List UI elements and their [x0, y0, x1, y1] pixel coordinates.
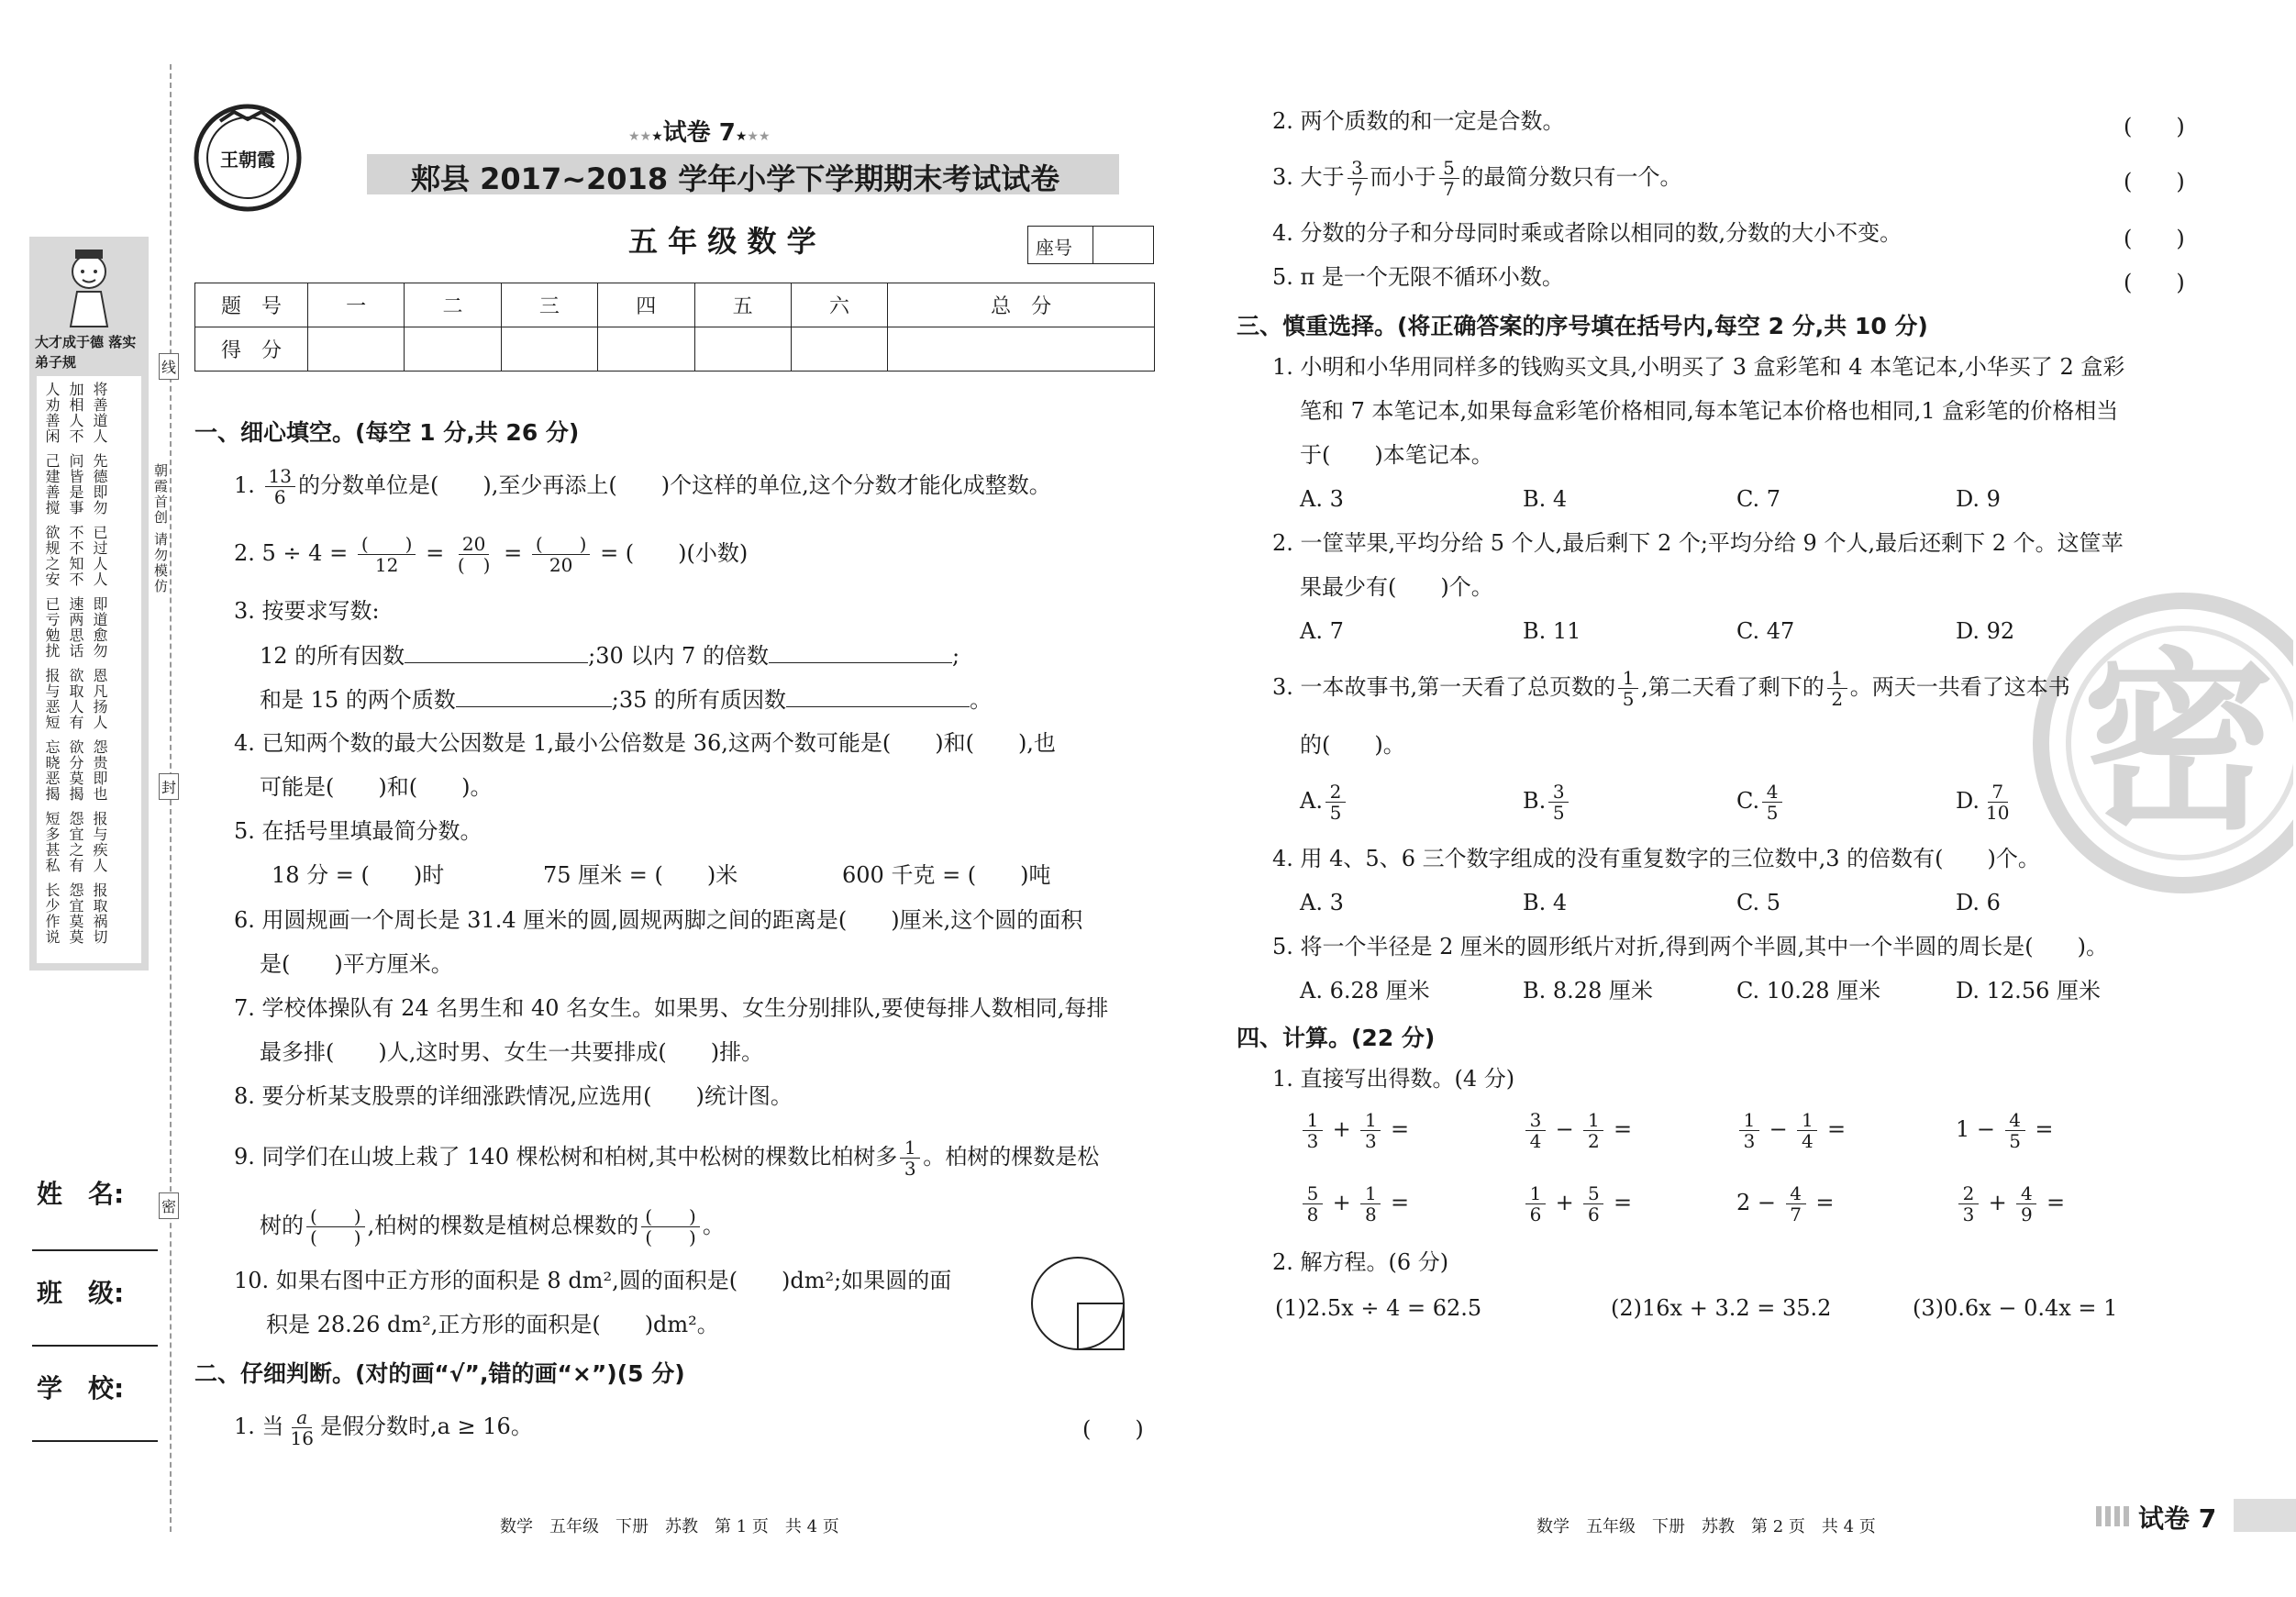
fraction: $\frac{5}{7}$: [1439, 158, 1459, 199]
section-4-heading: 四、计算。(22 分): [1237, 1025, 1436, 1051]
seal-note: 朝霞首创 请勿模仿: [152, 463, 169, 594]
choice-1-c: 于( )本笔记本。: [1300, 442, 1493, 468]
poem-stanza: [42, 596, 108, 659]
blank-fraction[interactable]: $\frac{( )}{( )}$: [306, 1206, 365, 1248]
answer-blank[interactable]: [769, 640, 952, 663]
score-cell[interactable]: [308, 327, 405, 372]
poem-column: 忘晓恶揭: [43, 739, 61, 802]
option[interactable]: A. 6.28 厘米: [1300, 978, 1430, 1004]
corner-tag-label: 试卷 7: [2138, 1503, 2217, 1534]
poem-column: 不不知不: [67, 525, 84, 587]
fraction: $\frac{7}{10}$: [1986, 781, 2010, 824]
poem-column: 恩凡扬人: [91, 668, 108, 730]
star-icon: ★: [735, 129, 748, 144]
poem-column: 已过人人: [91, 525, 108, 587]
calc-item: $\frac{1}{3}$ + $\frac{1}{3}$ =: [1300, 1110, 1409, 1151]
question-5-a: 18 分 = ( )时: [272, 862, 445, 888]
question-8: 8. 要分析某支股票的详细涨跌情况,应选用( )统计图。: [234, 1083, 793, 1109]
score-header-cell: 总 分: [888, 283, 1155, 327]
fraction: $\frac{1}{3}$: [900, 1137, 920, 1179]
blank-fraction[interactable]: $\frac{( )}{( )}$: [641, 1206, 700, 1248]
fraction: $\frac{5}{6}$: [1583, 1183, 1603, 1225]
poem-column: 欲规之安: [43, 525, 61, 587]
fraction: $\frac{1}{2}$: [1583, 1110, 1603, 1151]
page-footer-right: 数学 五年级 下册 苏教 第 2 页 共 4 页: [1536, 1517, 1876, 1536]
binding-mark-line: 线: [159, 353, 179, 380]
equation-3: (3)0.6x − 0.4x = 1: [1913, 1295, 2118, 1321]
fraction: $\frac{1}{3}$: [1739, 1110, 1759, 1151]
question-3-line-b: 和是 15 的两个质数 ;35 的所有质因数 。: [260, 684, 992, 715]
score-header-cell: 题 号: [195, 283, 308, 327]
score-cell[interactable]: [501, 327, 597, 372]
class-label: 班 级:: [37, 1278, 125, 1308]
calc-item: $\frac{1}{6}$ + $\frac{5}{6}$ =: [1523, 1183, 1632, 1225]
fraction: $\frac{1}{2}$: [1827, 668, 1847, 709]
poem-column: 问皆是事: [67, 453, 84, 516]
binding-mark-seal: 封: [159, 773, 179, 800]
question-5-c: 600 千克 = ( )吨: [842, 862, 1051, 888]
option[interactable]: D. 6: [1956, 890, 2001, 915]
question-1: 1. $\frac{13}{6}$ 的分数单位是( ),至少再添上( )个这样的单位,这个分数才能化成整数。: [234, 465, 1051, 508]
fraction: $\frac{a}{16}$: [290, 1406, 314, 1449]
choice-1-b: 笔和 7 本笔记本,如果每盒彩笔价格相同,每本笔记本价格也相同,1 盒彩笔的价格相当: [1300, 398, 2119, 424]
poem-column: 人劝善闲: [43, 382, 61, 444]
poem-column: 长少作说: [43, 882, 61, 945]
judge-4: 4. 分数的分子和分母同时乘或者除以相同的数,分数的大小不变。: [1272, 220, 1902, 246]
option[interactable]: C. 7: [1736, 486, 1781, 512]
option[interactable]: A. $\frac{2}{5}$: [1300, 782, 1348, 823]
poem-column: 将善道人: [91, 382, 108, 444]
section-1-heading: 一、细心填空。(每空 1 分,共 26 分): [194, 419, 580, 446]
option[interactable]: C. 10.28 厘米: [1736, 978, 1881, 1004]
fraction: $\frac{1}{8}$: [1360, 1183, 1381, 1225]
poem-column: 报与恶短: [43, 668, 61, 730]
score-cell[interactable]: [598, 327, 694, 372]
score-cell[interactable]: [694, 327, 791, 372]
sidebar-poem: [37, 376, 141, 963]
poem-column: 报与疾人: [91, 811, 108, 873]
choice-3-a: 3. 一本故事书,第一天看了总页数的 $\frac{1}{5}$ ,第二天看了剩下的 $\frac{1}{2}$ 。两天一共看了这本书: [1272, 667, 2070, 710]
answer-paren[interactable]: ( ): [2124, 270, 2185, 295]
star-icon: ★★: [628, 129, 652, 144]
fraction: $\frac{1}{5}$: [1618, 668, 1638, 709]
fraction: $\frac{2}{5}$: [1325, 782, 1346, 823]
poem-stanza: [42, 668, 108, 730]
question-4-a: 4. 已知两个数的最大公因数是 1,最小公倍数是 36,这两个数可能是( )和( ),也: [234, 730, 1056, 756]
option[interactable]: A. 7: [1300, 618, 1344, 644]
question-6-b: 是( )平方厘米。: [260, 951, 453, 977]
name-label: 姓 名:: [37, 1179, 125, 1209]
section-2-heading: 二、仔细判断。(对的画“√”,错的画“×”)(5 分): [194, 1360, 685, 1387]
circle-square-figure: [1029, 1255, 1130, 1356]
option[interactable]: C. $\frac{4}{5}$: [1736, 782, 1785, 823]
option[interactable]: C. 5: [1736, 890, 1781, 915]
answer-blank[interactable]: [786, 684, 970, 707]
calc-item: $\frac{1}{3}$ − $\frac{1}{4}$ =: [1736, 1110, 1846, 1151]
poem-stanza: [42, 811, 108, 873]
poem-column: 己建善搅: [43, 453, 61, 516]
seat-label: 座号: [1036, 237, 1072, 259]
corner-dots-icon: [2096, 1506, 2133, 1526]
fraction: $\frac{4}{5}$: [1762, 782, 1782, 823]
calc-item: $\frac{5}{8}$ + $\frac{1}{8}$ =: [1300, 1183, 1409, 1225]
poem-column: 先德即勿: [91, 453, 108, 516]
answer-paren[interactable]: ( ): [2124, 169, 2185, 194]
fraction: $\frac{3}{4}$: [1525, 1110, 1546, 1151]
poem-column: 已亏勉扰: [43, 596, 61, 659]
question-5-b: 75 厘米 = ( )米: [543, 862, 738, 888]
score-cell[interactable]: [791, 327, 887, 372]
poem-column: 怨宜之有: [67, 811, 84, 873]
watermark-char: 密: [2082, 629, 2276, 856]
school-label: 学 校:: [37, 1373, 125, 1403]
option[interactable]: D. $\frac{7}{10}$: [1956, 782, 2015, 823]
question-4-b: 可能是( )和( )。: [260, 774, 493, 800]
sidebar-motto-panel: [29, 237, 149, 970]
score-row: [195, 327, 1155, 372]
poem-column: 欲分莫揭: [67, 739, 84, 802]
fraction: $\frac{2}{3}$: [1958, 1183, 1979, 1225]
score-header-cell: 一: [308, 283, 405, 327]
question-3: 3. 按要求写数:: [234, 598, 380, 624]
answer-paren[interactable]: ( ): [2124, 226, 2185, 251]
corner-tag: [2096, 1495, 2296, 1536]
score-header-cell: 五: [694, 283, 791, 327]
corner-bar: [2234, 1499, 2296, 1532]
class-field[interactable]: [32, 1345, 158, 1347]
choice-3-b: 的( )。: [1300, 732, 1405, 758]
fraction: $\frac{13}{6}$: [265, 466, 295, 507]
fraction: $\frac{1}{6}$: [1525, 1183, 1546, 1225]
name-field[interactable]: [32, 1249, 158, 1251]
series-label: ★★★试卷 7★★★: [628, 119, 771, 147]
question-9-b: 树的 $\frac{( )}{( )}$ ,柏树的棵数是植树总棵数的 $\frac{( )}{( )}$ 。: [260, 1205, 725, 1248]
choice-2-a: 2. 一筐苹果,平均分给 5 个人,最后剩下 2 个;平均分给 9 个人,最后还剩下 2 个。这筐苹: [1272, 530, 2124, 556]
cartoon-icon: [57, 246, 121, 328]
question-9-a: 9. 同学们在山坡上栽了 140 棵松树和柏树,其中松树的棵数比柏树多 $\frac{1}{3}$ 。柏树的棵数是松: [234, 1137, 1100, 1180]
poem-column: 怨宜莫莫: [67, 882, 84, 945]
question-10-b: 积是 28.26 dm²,正方形的面积是( )dm²。: [266, 1312, 719, 1337]
choice-4: 4. 用 4、5、6 三个数字组成的没有重复数字的三位数中,3 的倍数有( )个。: [1272, 846, 2040, 871]
fraction: $\frac{( )}{12}$: [358, 534, 416, 575]
answer-blank[interactable]: [456, 684, 612, 707]
option[interactable]: B. 11: [1523, 618, 1581, 644]
fraction: $\frac{5}{8}$: [1303, 1183, 1323, 1225]
judge-1: 1. 当 $\frac{a}{16}$ 是假分数时,a ≥ 16。: [234, 1406, 533, 1449]
option[interactable]: D. 12.56 厘米: [1956, 978, 2101, 1004]
option[interactable]: C. 47: [1736, 618, 1795, 644]
section-3-heading: 三、慎重选择。(将正确答案的序号填在括号内,每空 2 分,共 10 分): [1237, 313, 1928, 339]
poem-stanza: [42, 453, 108, 516]
question-10-a: 10. 如果右图中正方形的面积是 8 dm²,圆的面积是( )dm²;如果圆的面: [234, 1268, 952, 1293]
fraction: $\frac{4}{5}$: [2005, 1110, 2025, 1151]
fraction: $\frac{1}{4}$: [1797, 1110, 1817, 1151]
option[interactable]: B. 8.28 厘米: [1523, 978, 1653, 1004]
choice-5: 5. 将一个半径是 2 厘米的圆形纸片对折,得到两个半圆,其中一个半圆的周长是( )。: [1272, 934, 2109, 959]
poem-stanza: [42, 525, 108, 587]
score-cell[interactable]: [405, 327, 501, 372]
fraction: $\frac{( )}{20}$: [532, 534, 591, 575]
score-header-cell: 六: [791, 283, 887, 327]
poem-stanza: [42, 382, 108, 444]
score-cell[interactable]: [888, 327, 1155, 372]
poem-column: 短多甚私: [43, 811, 61, 873]
page-footer-left: 数学 五年级 下册 苏教 第 1 页 共 4 页: [500, 1517, 839, 1536]
poem-stanza: [42, 739, 108, 802]
brand-logo: [193, 103, 303, 213]
question-3-line-a: 12 的所有因数 ;30 以内 7 的倍数 ;: [260, 640, 959, 671]
poem-column: 加相人不: [67, 382, 84, 444]
poem-column: 报取祸切: [91, 882, 108, 945]
school-field[interactable]: [32, 1440, 158, 1442]
calc-item: $\frac{2}{3}$ + $\frac{4}{9}$ =: [1956, 1183, 2065, 1225]
choice-1-a: 1. 小明和小华用同样多的钱购买文具,小明买了 3 盒彩笔和 4 本笔记本,小华买了 2 盒彩: [1272, 354, 2125, 380]
calc-part-1: 1. 直接写出得数。(4 分): [1272, 1066, 1515, 1092]
question-7-b: 最多排( )人,这时男、女生一共要排成( )排。: [260, 1039, 764, 1065]
calc-item: 2 − $\frac{4}{7}$ =: [1736, 1182, 1835, 1225]
poem-columns: [42, 382, 108, 959]
question-6-a: 6. 用圆规画一个周长是 31.4 厘米的圆,圆规两脚之间的距离是( )厘米,这个圆的面积: [234, 907, 1083, 933]
poem-column: 怨贵即也: [91, 739, 108, 802]
sidebar-motto: 大才成于德 落实弟子规: [35, 334, 137, 371]
logo-text: 王朝霞: [220, 149, 275, 171]
option[interactable]: A. 3: [1300, 890, 1344, 915]
calc-item: 1 − $\frac{4}{5}$ =: [1956, 1109, 2054, 1152]
poem-column: 速两思话: [67, 596, 84, 659]
fraction: $\frac{3}{5}$: [1548, 782, 1569, 823]
seat-number-box[interactable]: [1027, 226, 1154, 264]
binding-mark-secret: 密: [159, 1192, 179, 1219]
score-header-cell: 三: [501, 283, 597, 327]
fraction: $\frac{1}{3}$: [1303, 1110, 1323, 1151]
option[interactable]: D. 92: [1956, 618, 2015, 644]
option[interactable]: D. 9: [1956, 486, 2001, 512]
choice-2-b: 果最少有( )个。: [1300, 574, 1493, 600]
answer-blank[interactable]: [405, 640, 588, 663]
poem-column: 欲取人有: [67, 668, 84, 730]
score-header-cell: 四: [598, 283, 694, 327]
question-2: 2. 5 ÷ 4 = $\frac{( )}{12}$ = $\frac{20}{( )}$ = $\frac{( )}{20}$ = ( )(小数): [234, 533, 749, 576]
answer-paren[interactable]: ( ): [1082, 1416, 1144, 1442]
fraction: $\frac{4}{7}$: [1786, 1183, 1806, 1225]
answer-paren[interactable]: ( ): [2124, 114, 2185, 139]
calc-part-2: 2. 解方程。(6 分): [1272, 1249, 1449, 1275]
judge-3: 3. 大于 $\frac{3}{7}$ 而小于 $\frac{5}{7}$ 的最简分数只有一个。: [1272, 157, 1682, 200]
judge-2: 2. 两个质数的和一定是合数。: [1272, 108, 1565, 134]
fraction: $\frac{1}{3}$: [1360, 1110, 1381, 1151]
fraction: $\frac{4}{9}$: [2016, 1183, 2036, 1225]
option[interactable]: A. 3: [1300, 486, 1344, 512]
option[interactable]: B. 4: [1523, 486, 1568, 512]
poem-stanza: [42, 882, 108, 945]
calc-item: $\frac{3}{4}$ − $\frac{1}{2}$ =: [1523, 1110, 1632, 1151]
equation-2: (2)16x + 3.2 = 35.2: [1611, 1295, 1832, 1321]
fraction: $\frac{3}{7}$: [1348, 158, 1368, 199]
score-header-cell: 二: [405, 283, 501, 327]
exam-title: 郏县 2017~2018 学年小学下学期期末考试试卷: [411, 161, 1060, 196]
judge-5: 5. π 是一个无限不循环小数。: [1272, 264, 1564, 290]
equation-1: (1)2.5x ÷ 4 = 62.5: [1275, 1295, 1482, 1321]
score-header-row: [195, 283, 1155, 327]
score-table: [194, 283, 1155, 372]
question-7-a: 7. 学校体操队有 24 名男生和 40 名女生。如果男、女生分别排队,要使每排人数相同,每排: [234, 995, 1109, 1021]
star-icon: ★: [651, 129, 663, 144]
poem-column: 即道愈勿: [91, 596, 108, 659]
option[interactable]: B. $\frac{3}{5}$: [1523, 782, 1571, 823]
secret-watermark-icon: [2027, 587, 2293, 899]
fraction: $\frac{20}{( )}$: [457, 533, 491, 576]
subject-title: 五 年 级 数 学: [628, 224, 816, 259]
star-icon: ★★: [747, 129, 771, 144]
score-row-label: 得 分: [195, 327, 308, 372]
option[interactable]: B. 4: [1523, 890, 1568, 915]
question-5: 5. 在括号里填最简分数。: [234, 818, 482, 844]
